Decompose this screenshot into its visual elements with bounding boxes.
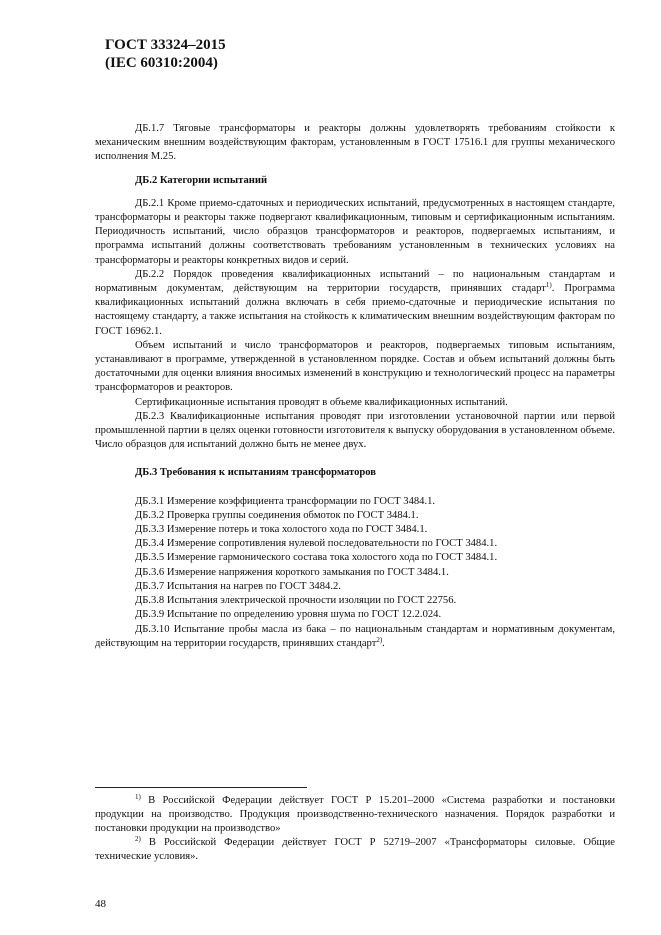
standard-number: ГОСТ 33324–2015 xyxy=(105,37,226,53)
list-item: ДБ.3.10 Испытание пробы масла из бака – по национальным стандартам и нормативным документам, действующим на территории государств, принявших стандарт$^{2)}$. xyxy=(95,623,615,649)
equivalent-standard: (IEC 60310:2004) xyxy=(105,55,218,71)
paragraph-certification: Сертификационные испытания проводят в объеме квалификационных испытаний. xyxy=(135,396,508,408)
footnote-ref-2[interactable]: 2) xyxy=(376,635,383,644)
list-item: ДБ.3.4 Измерение сопротивления нулевой последовательности по ГОСТ 3484.1. xyxy=(135,538,498,550)
section-heading-db-3: ДБ.3 Требования к испытаниям трансформаторов xyxy=(135,467,377,479)
list-item: ДБ.3.6 Измерение напряжения короткого замыкания по ГОСТ 3484.1. xyxy=(135,566,449,578)
paragraph-db-1-7: ДБ.1.7 Тяговые трансформаторы и реакторы должны удовлетворять требованиям стойкости к механическим внешним воздействующим факторам, установленным в ГОСТ 17516.1 для группы механического исполнения М.25. xyxy=(95,123,615,163)
paragraph-test-volume: Объем испытаний и число трансформаторов и реакторов, подвергаемых типовым испытаниям, устанавливают в программе, утвержденной в установленном порядке. Состав и объем испытаний должны быть достаточными для оценки влияния вносимых изменений в конструкцию и технологический процесс на параметры трансформаторов и реакторов. xyxy=(95,339,615,394)
page-body xyxy=(95,122,615,651)
list-item: ДБ.3.5 Измерение гармонического состава тока холостого хода по ГОСТ 3484.1. xyxy=(135,552,498,564)
footnote-ref-1[interactable]: 1) xyxy=(545,281,552,290)
paragraph-db-2-2: ДБ.2.2 Порядок проведения квалификационных испытаний – по национальным стандартам и нормативным документам, действующим на территории государств, принявших стадарт$^{1)}$. Программа квалификационных испытаний должна включать в себя приемо-сдаточные и периодические испытания по настоящему стандарту, а также испытания на стойкость к климатическим внешним воздействующим факторам по ГОСТ 16962.1. xyxy=(95,268,615,337)
list-item: ДБ.3.9 Испытание по определению уровня шума по ГОСТ 12.2.024. xyxy=(135,609,442,621)
paragraph-db-2-3: ДБ.2.3 Квалификационные испытания проводят при изготовлении установочной партии или первой промышленной партии в целях оценки готовности изготовителя к выпуску оборудования в установленном объеме. Число образцов для испытаний должно быть не менее двух. xyxy=(95,410,615,451)
test-requirements-list xyxy=(95,495,615,651)
list-item: ДБ.3.2 Проверка группы соединения обмоток по ГОСТ 3484.1. xyxy=(135,509,419,521)
list-item: ДБ.3.3 Измерение потерь и тока холостого хода по ГОСТ 3484.1. xyxy=(135,524,428,536)
list-item: ДБ.3.8 Испытания электрической прочности изоляции по ГОСТ 22756. xyxy=(135,595,457,607)
section-heading-db-2: ДБ.2 Категории испытаний xyxy=(135,174,268,186)
page-number: 48 xyxy=(95,898,106,910)
footnotes xyxy=(95,794,615,864)
paragraph-db-2-1: ДБ.2.1 Кроме приемо-сдаточных и периодических испытаний, предусмотренных в настоящем стандарте, трансформаторы и реакторы также подвергают квалификационным, типовым и сертификационным испытаниям. Периодичность испытаний, число образцов трансформаторов и реакторов, подвергаемых испытаниям, и программа испытаний должны соответствовать требованиям установленным в технических условиях на трансформаторы и реакторы конкретных видов и серий. xyxy=(95,197,615,266)
footnote-2: $^{2)}$ В Российской Федерации действует ГОСТ Р 52719–2007 «Трансформаторы силовые. Общие технические условия». xyxy=(95,835,615,862)
footnote-1: $^{1)}$ В Российской Федерации действует ГОСТ Р 15.201–2000 «Система разработки и постановки продукции на производство. Продукция производственно-технического назначения. Порядок разработки и постановки продукции на производство» xyxy=(95,793,615,834)
list-item: ДБ.3.7 Испытания на нагрев по ГОСТ 3484.2. xyxy=(135,580,341,592)
footnote-separator xyxy=(95,787,307,788)
document-header xyxy=(105,36,226,72)
list-item: ДБ.3.1 Измерение коэффициента трансформации по ГОСТ 3484.1. xyxy=(135,495,436,507)
